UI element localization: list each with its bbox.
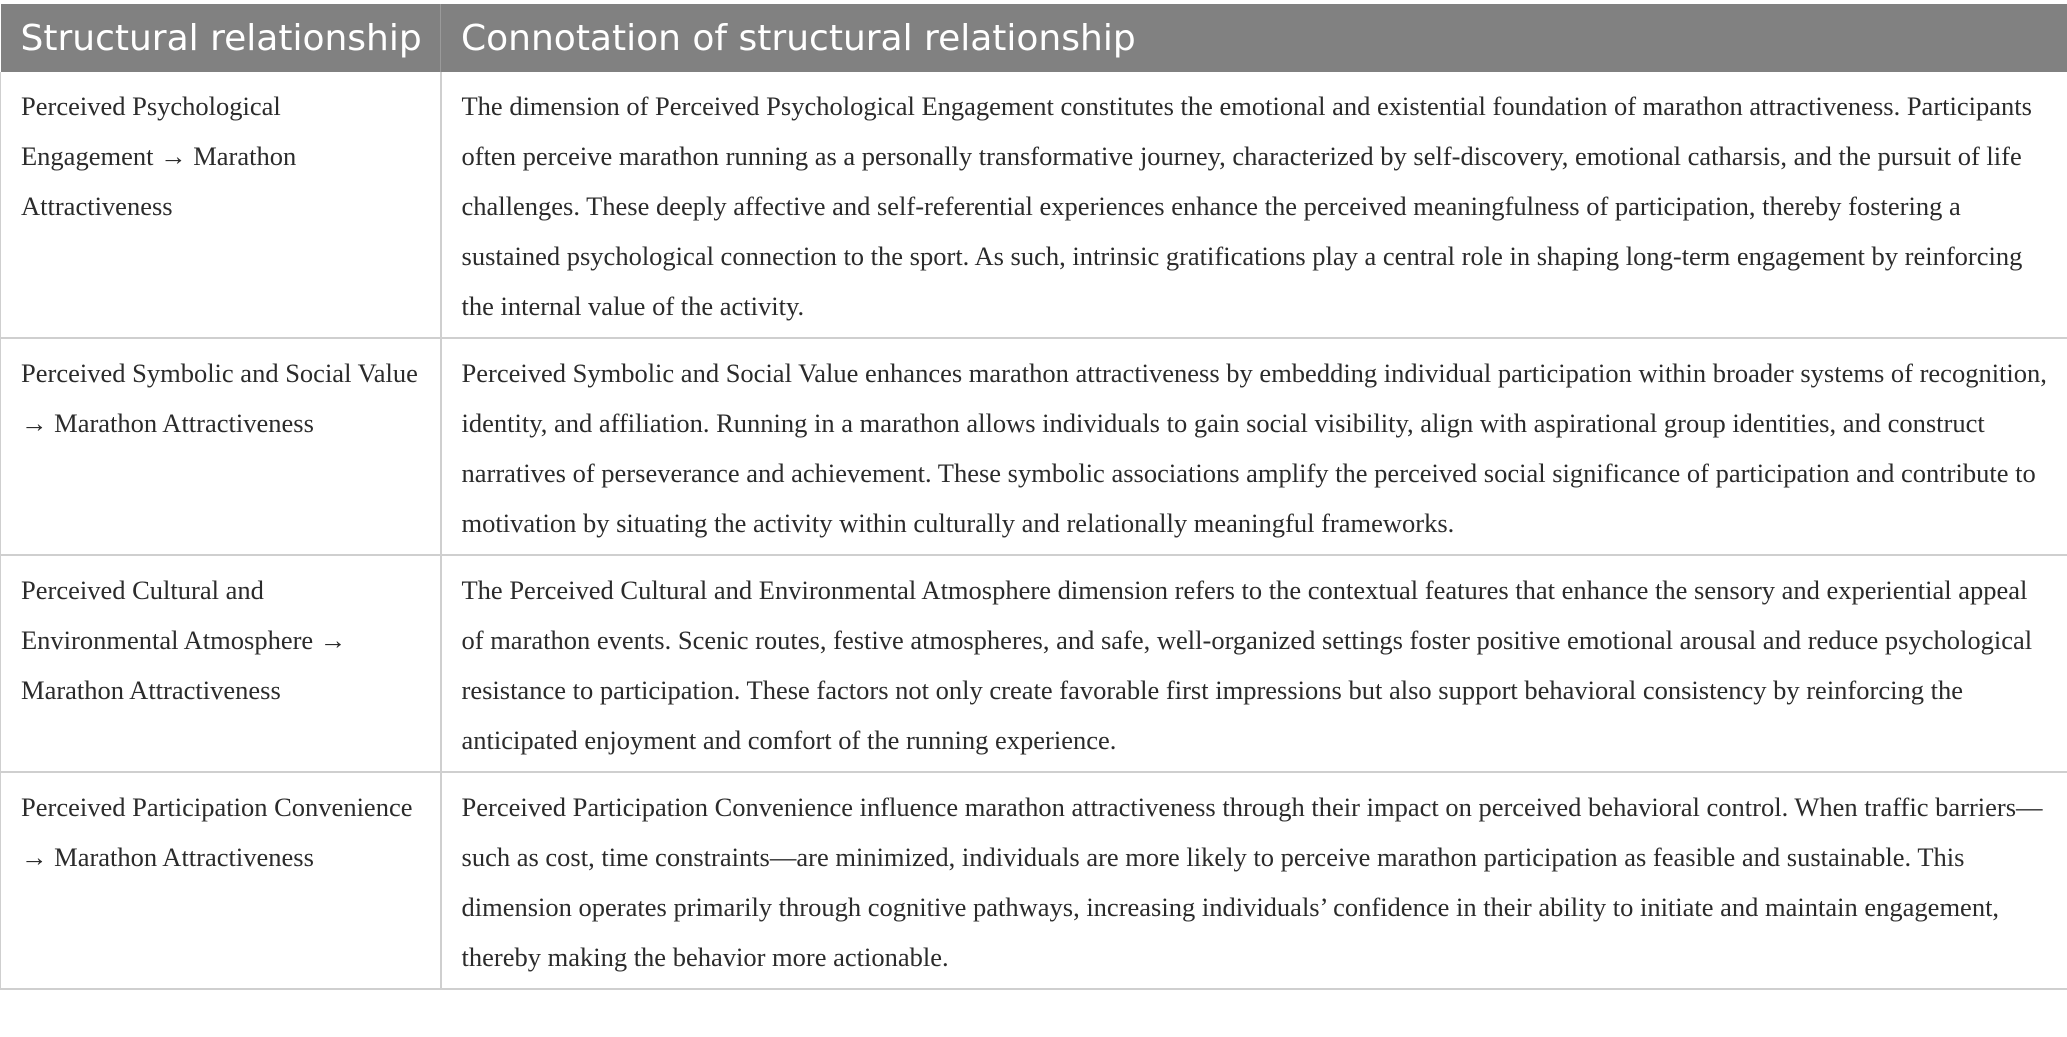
structural-relationship-table (0, 4, 2067, 990)
connotation-cell: Perceived Participation Convenience influence marathon attractiveness through their impact on perceived behavioral control. When traffic barriers—such as cost, time constraints—are minimized, individuals are more likely to perceive marathon participation as feasible and sustainable. This dimension operates primarily through cognitive pathways, increasing individuals’ confidence in their ability to initiate and maintain engagement, thereby making the behavior more actionable. (441, 772, 2067, 989)
header-structural-relationship: Structural relationship (1, 4, 441, 72)
table-row (1, 772, 2067, 989)
table-body (1, 72, 2067, 989)
table-header (1, 4, 2067, 72)
table-row (1, 555, 2067, 772)
relationship-cell: Perceived Symbolic and Social Value → Marathon Attractiveness (1, 338, 441, 555)
relationship-cell: Perceived Participation Convenience → Marathon Attractiveness (1, 772, 441, 989)
table (0, 4, 2067, 990)
relationship-cell: Perceived Psychological Engagement → Marathon Attractiveness (1, 72, 441, 338)
table-row (1, 72, 2067, 338)
connotation-cell: The dimension of Perceived Psychological Engagement constitutes the emotional and existential foundation of marathon attractiveness. Participants often perceive marathon running as a personally transformative journey, characterized by self-discovery, emotional catharsis, and the pursuit of life challenges. These deeply affective and self-referential experiences enhance the perceived meaningfulness of participation, thereby fostering a sustained psychological connection to the sport. As such, intrinsic gratifications play a central role in shaping long-term engagement by reinforcing the internal value of the activity. (441, 72, 2067, 338)
table-row (1, 338, 2067, 555)
relationship-cell: Perceived Cultural and Environmental Atmosphere → Marathon Attractiveness (1, 555, 441, 772)
header-row (1, 4, 2067, 72)
connotation-cell: Perceived Symbolic and Social Value enhances marathon attractiveness by embedding individual participation within broader systems of recognition, identity, and affiliation. Running in a marathon allows individuals to gain social visibility, align with aspirational group identities, and construct narratives of perseverance and achievement. These symbolic associations amplify the perceived social significance of participation and contribute to motivation by situating the activity within culturally and relationally meaningful frameworks. (441, 338, 2067, 555)
connotation-cell: The Perceived Cultural and Environmental Atmosphere dimension refers to the contextual features that enhance the sensory and experiential appeal of marathon events. Scenic routes, festive atmospheres, and safe, well-organized settings foster positive emotional arousal and reduce psychological resistance to participation. These factors not only create favorable first impressions but also support behavioral consistency by reinforcing the anticipated enjoyment and comfort of the running experience. (441, 555, 2067, 772)
header-connotation: Connotation of structural relationship (441, 4, 2067, 72)
